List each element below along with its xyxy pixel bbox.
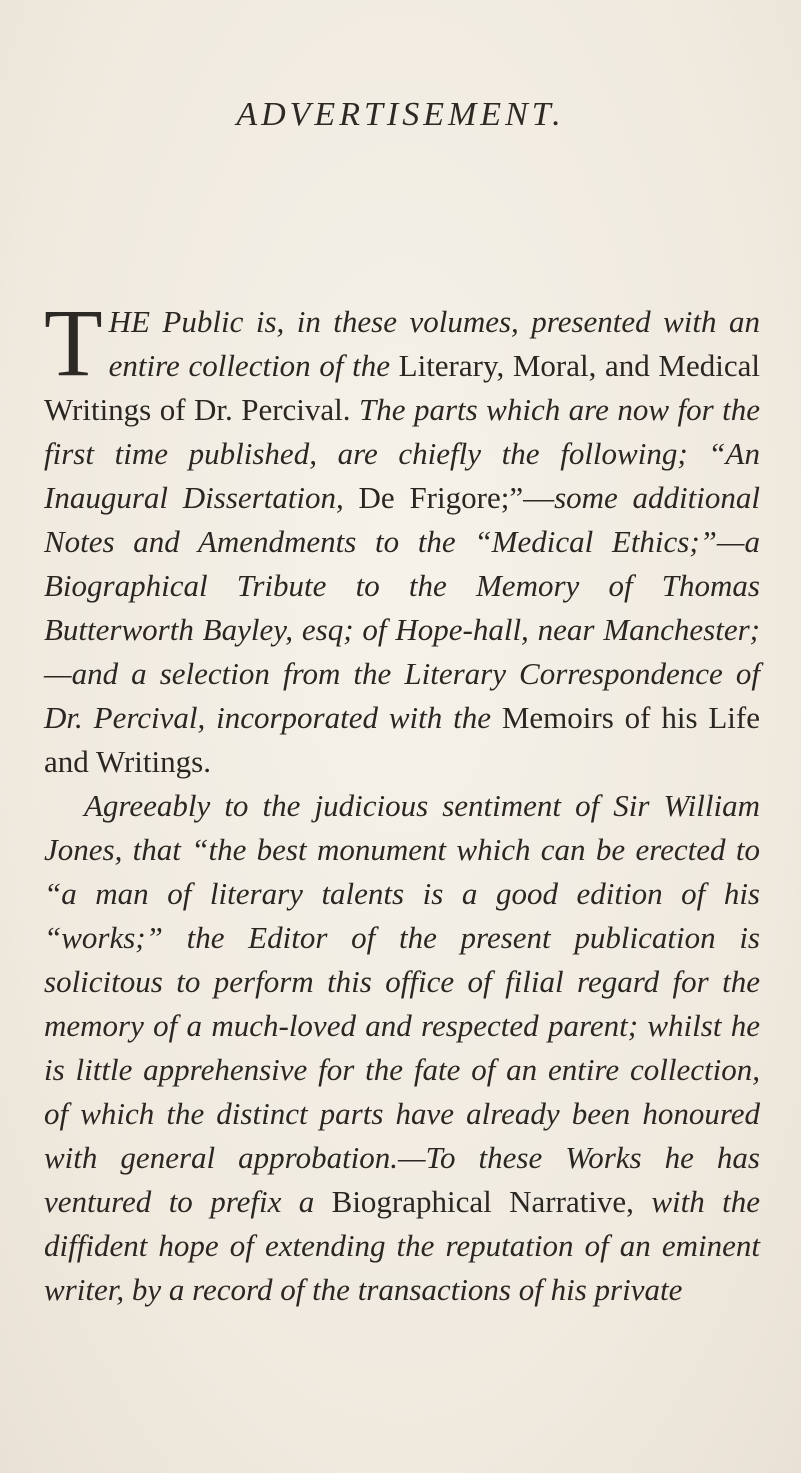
text-segment: Biographical Narrative, (331, 1184, 652, 1219)
text-segment: Literary, Moral, and Medical Writings of Dr. Percival. (44, 348, 761, 427)
text-segment: De Frigore;”— (358, 480, 555, 515)
paragraph-2 (44, 784, 760, 1312)
text-segment: Memoirs of his Life and Writings. (44, 700, 761, 779)
paragraph-1 (44, 289, 761, 784)
text-segment: The parts which are now for the first time published, are chiefly the following; “An Inaugural Dissertation, (44, 392, 760, 515)
body-text (44, 289, 761, 1312)
text-segment: HE Public is, in these volumes, presented with an entire collection of the (108, 304, 760, 383)
text-segment: with the diffident hope of extending the reputation of an eminent writer, by a record of the transactions of his private (44, 1184, 760, 1307)
drop-cap: T (44, 289, 103, 396)
page-heading: ADVERTISEMENT. (236, 96, 565, 133)
text-segment: Agreeably to the judicious sentiment of Sir William Jones, that “the best monument which can be erected to “a man of literary talents is a good edition of his “works;” the Editor of the present publication is solicitous to perform this office of filial regard for the memory of a much-loved and respected parent; whilst he is little apprehensive for the fate of an entire collection, of which the distinct parts have already been honoured with general approbation.—To these Works he has ventured to prefix a (44, 788, 760, 1219)
text-segment: some additional Notes and Amendments to the “Medical Ethics;”—a Biographical Tribute to the Memory of Thomas Butterworth Bayley, esq; of Hope-hall, near Manchester;—and a selection from the Literary Correspondence of Dr. Percival, incorporated with the (44, 480, 760, 735)
